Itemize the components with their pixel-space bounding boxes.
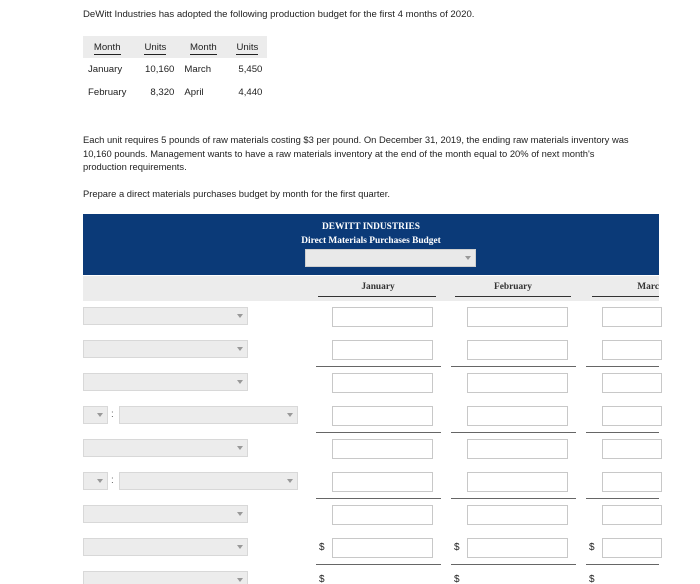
colon-separator: : [111,475,114,486]
amount-input[interactable] [467,406,568,426]
total-rule [316,564,441,565]
row-label-select[interactable] [83,373,248,391]
total-rule [451,498,576,499]
total-rule [451,564,576,565]
amount-input[interactable] [602,538,662,558]
operator-select[interactable] [83,472,108,490]
operator-select[interactable] [83,406,108,424]
cell-month: February [88,87,127,98]
total-rule [451,366,576,367]
total-rule [316,366,441,367]
cell-units: 10,160 [145,64,175,75]
budget-title: Direct Materials Purchases Budget [301,236,441,246]
currency-symbol: $ [589,574,595,584]
row-label-select[interactable] [83,307,248,325]
column-header-underline [592,296,659,297]
header-month-2: Month [179,36,227,58]
amount-input[interactable] [602,340,662,360]
chevron-down-icon [287,413,293,417]
chevron-down-icon [287,479,293,483]
row-label-select[interactable] [83,439,248,457]
intro-text: DeWitt Industries has adopted the following production budget for the first 4 months of 2020. [83,9,475,20]
amount-input[interactable] [602,505,662,525]
amount-input[interactable] [467,538,568,558]
amount-input[interactable] [332,373,433,393]
row-label-select[interactable] [83,340,248,358]
total-rule [586,366,659,367]
column-header-march: Marc [637,282,659,292]
budget-header-banner [83,214,659,275]
header-units-1: Units [131,36,179,58]
amount-input[interactable] [332,406,433,426]
column-header-february: February [493,282,532,292]
chevron-down-icon [237,314,243,318]
amount-input[interactable] [602,406,662,426]
currency-symbol: $ [589,542,595,553]
production-table [83,36,267,104]
chevron-down-icon [237,512,243,516]
company-name: DEWITT INDUSTRIES [321,222,421,232]
amount-input[interactable] [467,439,568,459]
currency-symbol: $ [319,574,325,584]
period-select[interactable] [305,249,476,267]
header-month-1: Month [83,36,131,58]
amount-input[interactable] [467,307,568,327]
colon-separator: : [111,409,114,420]
table-row [83,58,267,81]
chevron-down-icon [237,545,243,549]
row-label-select[interactable] [83,538,248,556]
chevron-down-icon [237,380,243,384]
production-table-header [83,36,267,58]
chevron-down-icon [237,446,243,450]
cell-month: April [184,87,204,98]
total-rule [316,432,441,433]
row-label-select[interactable] [119,472,298,490]
total-rule [586,432,659,433]
chevron-down-icon [237,578,243,582]
amount-input[interactable] [332,472,433,492]
chevron-down-icon [97,479,103,483]
amount-input[interactable] [602,373,662,393]
total-rule [451,432,576,433]
row-label-select[interactable] [83,505,248,523]
amount-input[interactable] [602,307,662,327]
chevron-down-icon [465,256,471,260]
amount-input[interactable] [332,538,433,558]
cell-units: 8,320 [150,87,175,98]
cell-month: January [88,64,123,75]
cell-units: 5,450 [238,64,263,75]
cell-month: March [184,64,212,75]
row-label-select[interactable] [83,571,248,584]
header-units-2: Units [227,36,267,58]
amount-input[interactable] [602,439,662,459]
problem-description: Each unit requires 5 pounds of raw materials costing $3 per pound. On December 31, 2019, the ending raw materials inventory was 10,160 pounds. Management wants to have a raw materials inventory at the end of the month equal to 20% of next month's production requirements. [83,134,629,172]
amount-input[interactable] [332,505,433,525]
currency-symbol: $ [319,542,325,553]
total-rule [586,564,659,565]
currency-symbol: $ [454,574,460,584]
amount-input[interactable] [332,439,433,459]
column-header-underline [455,296,571,297]
instruction-text: Prepare a direct materials purchases budget by month for the first quarter. [83,188,390,199]
row-label-select[interactable] [119,406,298,424]
chevron-down-icon [97,413,103,417]
amount-input[interactable] [332,307,433,327]
amount-input[interactable] [467,373,568,393]
currency-symbol: $ [454,542,460,553]
total-rule [586,498,659,499]
column-header-underline [318,296,436,297]
amount-input[interactable] [467,340,568,360]
table-row [83,81,267,104]
amount-input[interactable] [467,472,568,492]
chevron-down-icon [237,347,243,351]
column-header-january: January [361,282,395,292]
total-rule [316,498,441,499]
amount-input[interactable] [332,340,433,360]
amount-input[interactable] [467,505,568,525]
amount-input[interactable] [602,472,662,492]
cell-units: 4,440 [238,87,263,98]
